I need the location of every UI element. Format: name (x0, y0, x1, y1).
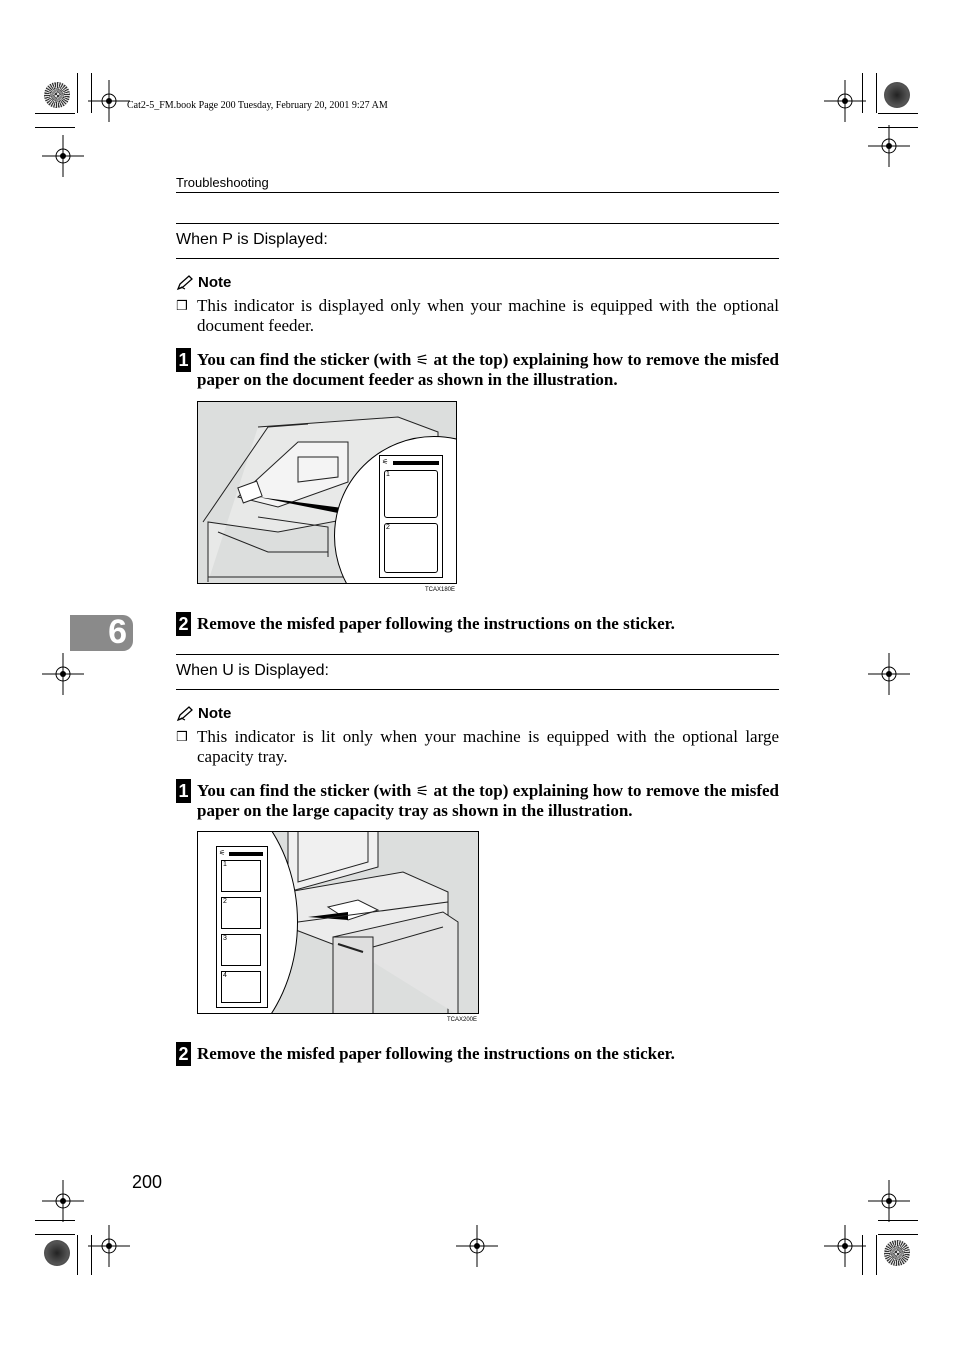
document-feeder-illustration (197, 401, 457, 584)
step-number: 2 (176, 612, 191, 636)
step-text: Remove the misfed paper following the instructions on the sticker. (197, 614, 675, 633)
crosshair-icon (868, 1180, 910, 1222)
misfeed-icon: ⚟ (415, 351, 430, 369)
crosshair-icon (456, 1225, 498, 1267)
crosshair-icon (868, 653, 910, 695)
crop-mark (876, 1235, 877, 1275)
checkbox-icon: ❒ (176, 730, 188, 745)
crosshair-icon (42, 1180, 84, 1222)
crosshair-icon (88, 80, 130, 122)
large-capacity-tray-illustration (197, 831, 479, 1014)
sticker-bar (229, 852, 263, 856)
starburst-target-icon (884, 82, 910, 108)
sticker-label: 4 (223, 972, 227, 979)
section-title-u: When U is Displayed: (176, 662, 329, 679)
sticker-label: 2 (386, 524, 390, 531)
crosshair-icon (42, 135, 84, 177)
page-number: 200 (132, 1172, 163, 1192)
step-2-u (176, 1044, 779, 1064)
note-item (176, 296, 779, 336)
step-2-p (176, 614, 779, 634)
starburst-target-icon (44, 82, 70, 108)
misfeed-icon: ⚟ (415, 782, 430, 800)
crop-mark (35, 127, 75, 128)
divider (176, 223, 779, 224)
step-number: 1 (176, 779, 191, 803)
crop-mark (77, 73, 78, 113)
divider (176, 689, 779, 690)
sticker-panel (384, 470, 438, 518)
sticker (379, 455, 443, 578)
chapter-number: 6 (108, 613, 127, 651)
sticker-label: 3 (223, 935, 227, 942)
crosshair-icon (868, 125, 910, 167)
pencil-icon (176, 706, 194, 722)
file-meta: Cat2-5_FM.book Page 200 Tuesday, February 20, 2001 9:27 AM (127, 100, 388, 111)
pencil-icon (176, 275, 194, 291)
step-text: at the top) explaining how to remove the misfed paper on the large capacity tray as shown in the illustration. (197, 781, 779, 820)
note-item (176, 727, 779, 767)
step-text: You can find the sticker (with (197, 350, 412, 369)
crop-mark (77, 1235, 78, 1275)
checkbox-icon: ❒ (176, 299, 188, 314)
note-label: Note (198, 705, 232, 722)
step-text: You can find the sticker (with (197, 781, 412, 800)
divider (176, 654, 779, 655)
note-text: This indicator is displayed only when your machine is equipped with the optional document feeder. (197, 296, 779, 335)
figure-code: TCAX200E (447, 1017, 478, 1023)
note-heading (176, 274, 231, 291)
misfeed-icon: ⚟ (382, 458, 389, 466)
sticker-panel (221, 897, 261, 929)
step-number: 2 (176, 1042, 191, 1066)
crop-mark (878, 1234, 918, 1235)
sticker-panel (221, 934, 261, 966)
sticker-label: 2 (223, 898, 227, 905)
sticker-panel (384, 523, 438, 573)
crop-mark (876, 73, 877, 113)
step-number: 1 (176, 348, 191, 372)
sticker-panel (221, 860, 261, 892)
crosshair-icon (42, 653, 84, 695)
note-label: Note (198, 274, 232, 291)
crop-mark (35, 113, 75, 114)
note-text: This indicator is lit only when your machine is equipped with the optional large capacity tray. (197, 727, 779, 766)
misfeed-icon: ⚟ (219, 849, 226, 857)
crosshair-icon (824, 80, 866, 122)
crosshair-icon (88, 1225, 130, 1267)
step-1-u (176, 781, 779, 821)
divider (176, 192, 779, 193)
running-head: Troubleshooting (176, 175, 269, 190)
starburst-target-icon (884, 1240, 910, 1266)
sticker-bar (393, 461, 439, 465)
divider (176, 258, 779, 259)
starburst-target-icon (44, 1240, 70, 1266)
sticker-label: 1 (386, 471, 390, 478)
crosshair-icon (824, 1225, 866, 1267)
section-title-p: When P is Displayed: (176, 231, 328, 248)
crop-mark (35, 1234, 75, 1235)
sticker-label: 1 (223, 861, 227, 868)
figure-code: TCAX180E (425, 587, 456, 593)
step-1-p (176, 350, 779, 390)
chapter-tab (70, 615, 133, 651)
crop-mark (878, 113, 918, 114)
step-text: at the top) explaining how to remove the misfed paper on the document feeder as shown in the illustration. (197, 350, 779, 389)
sticker (216, 846, 268, 1008)
step-text: Remove the misfed paper following the instructions on the sticker. (197, 1044, 675, 1063)
sticker-panel (221, 971, 261, 1003)
note-heading (176, 705, 231, 722)
